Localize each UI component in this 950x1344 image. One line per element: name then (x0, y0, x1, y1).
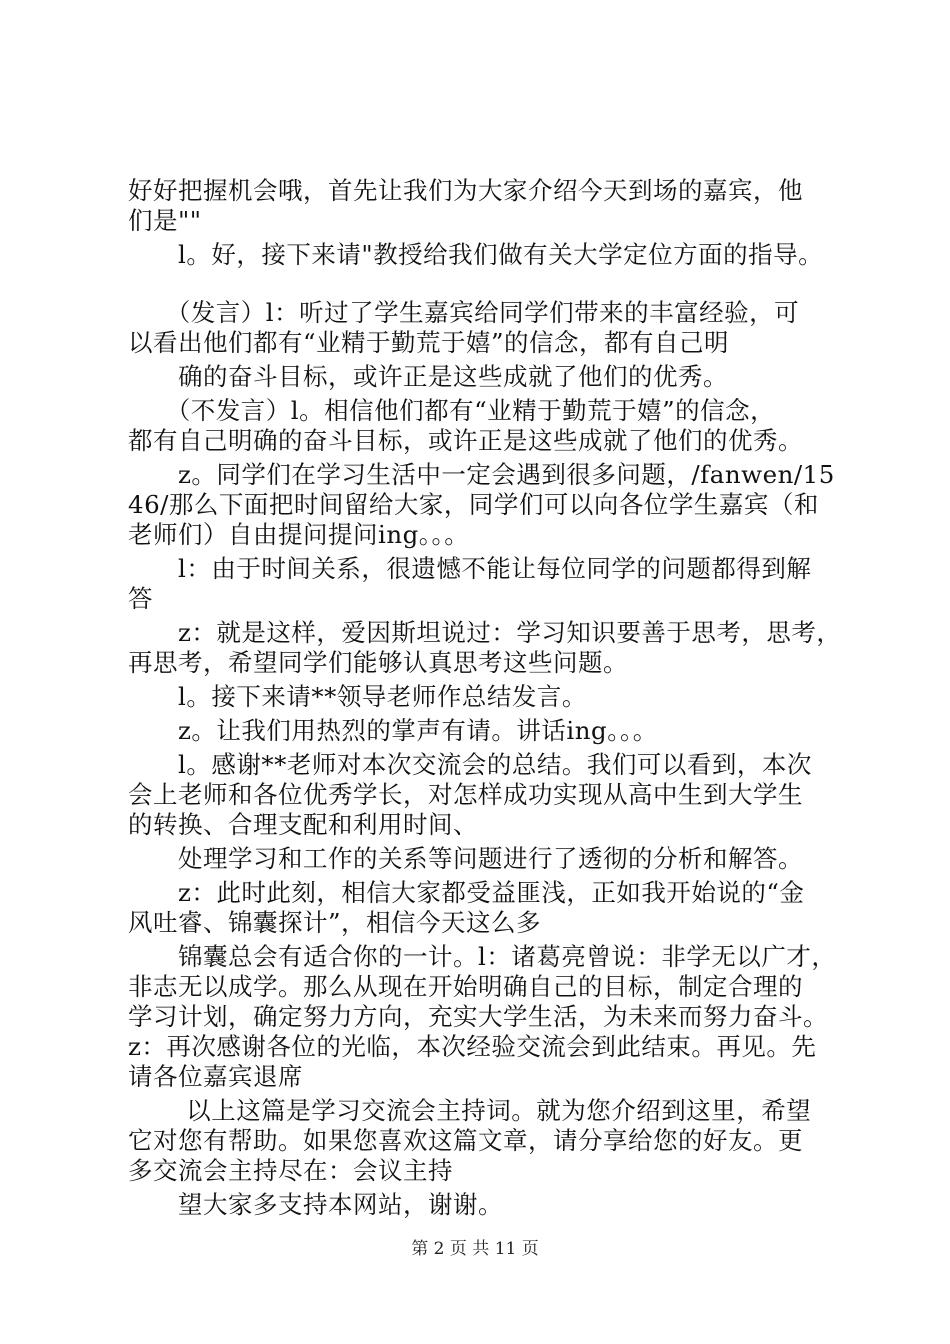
text-line: 以看出他们都有“业精于勤荒于嬉”的信念，都有自己明 (128, 328, 730, 357)
text-line: 处理学习和工作的关系等问题进行了透彻的分析和解答。 (128, 844, 803, 873)
page-number-footer: 第 2 页 共 11 页 (411, 1239, 539, 1259)
text-line: 老师们）自由提问提问ing。。。 (128, 520, 470, 549)
text-line: 多交流会主持尽在：会议主持 (128, 1156, 453, 1185)
text-line: l。好，接下来请"教授给我们做有关大学定位方面的指导。 (128, 240, 824, 269)
text-line: 会上老师和各位优秀学长，对怎样成功实现从高中生到大学生 (128, 780, 803, 809)
text-line: 们是"" (128, 206, 202, 235)
text-line: z：此时此刻，相信大家都受益匪浅，正如我开始说的“金 (128, 878, 805, 907)
text-line: z。同学们在学习生活中一定会遇到很多问题，/fanwen/15 (128, 460, 835, 489)
text-line: 望大家多支持本网站，谢谢。 (128, 1190, 503, 1219)
text-line: 的转换、合理支配和利用时间、 (128, 810, 478, 839)
text-line: l：由于时间关系，很遗憾不能让每位同学的问题都得到解 (128, 554, 812, 583)
text-line: 再思考，希望同学们能够认真思考这些问题。 (128, 648, 628, 677)
text-line: 答 (128, 584, 153, 613)
text-line: 确的奋斗目标，或许正是这些成就了他们的优秀。 (128, 362, 728, 391)
text-line: 锦囊总会有适合你的一计。l：诸葛亮曾说：非学无以广才， (128, 942, 837, 971)
text-line: z。让我们用热烈的掌声有请。讲话ing。。。 (128, 716, 658, 745)
text-line: 以上这篇是学习交流会主持词。就为您介绍到这里，希望 (128, 1096, 812, 1125)
text-line: l。感谢**老师对本次交流会的总结。我们可以看到，本次 (128, 750, 812, 779)
text-line: 请各位嘉宾退席 (128, 1062, 303, 1091)
text-line: 非志无以成学。那么从现在开始明确自己的目标，制定合理的 (128, 972, 803, 1001)
text-line: z：再次感谢各位的光临，本次经验交流会到此结束。再见。先 (128, 1032, 817, 1061)
text-line: 46/那么下面把时间留给大家，同学们可以向各位学生嘉宾（和 (128, 490, 819, 519)
text-line: 它对您有帮助。如果您喜欢这篇文章，请分享给您的好友。更 (128, 1126, 803, 1155)
text-line: 学习计划，确定努力方向，充实大学生活，为未来而努力奋斗。 (128, 1002, 828, 1031)
text-line: l。接下来请**领导老师作总结发言。 (128, 682, 587, 711)
text-line: z：就是这样，爱因斯坦说过：学习知识要善于思考，思考， (128, 618, 842, 647)
text-line: 都有自己明确的奋斗目标，或许正是这些成就了他们的优秀。 (128, 426, 803, 455)
text-line: 风吐睿、锦囊探计”，相信今天这么多 (128, 908, 542, 937)
text-line: （不发言）l。相信他们都有“业精于勤荒于嬉”的信念， (128, 396, 776, 425)
text-line: （发言）l：听过了学生嘉宾给同学们带来的丰富经验，可 (128, 298, 800, 327)
text-line: 好好把握机会哦，首先让我们为大家介绍今天到场的嘉宾，他 (128, 176, 803, 205)
